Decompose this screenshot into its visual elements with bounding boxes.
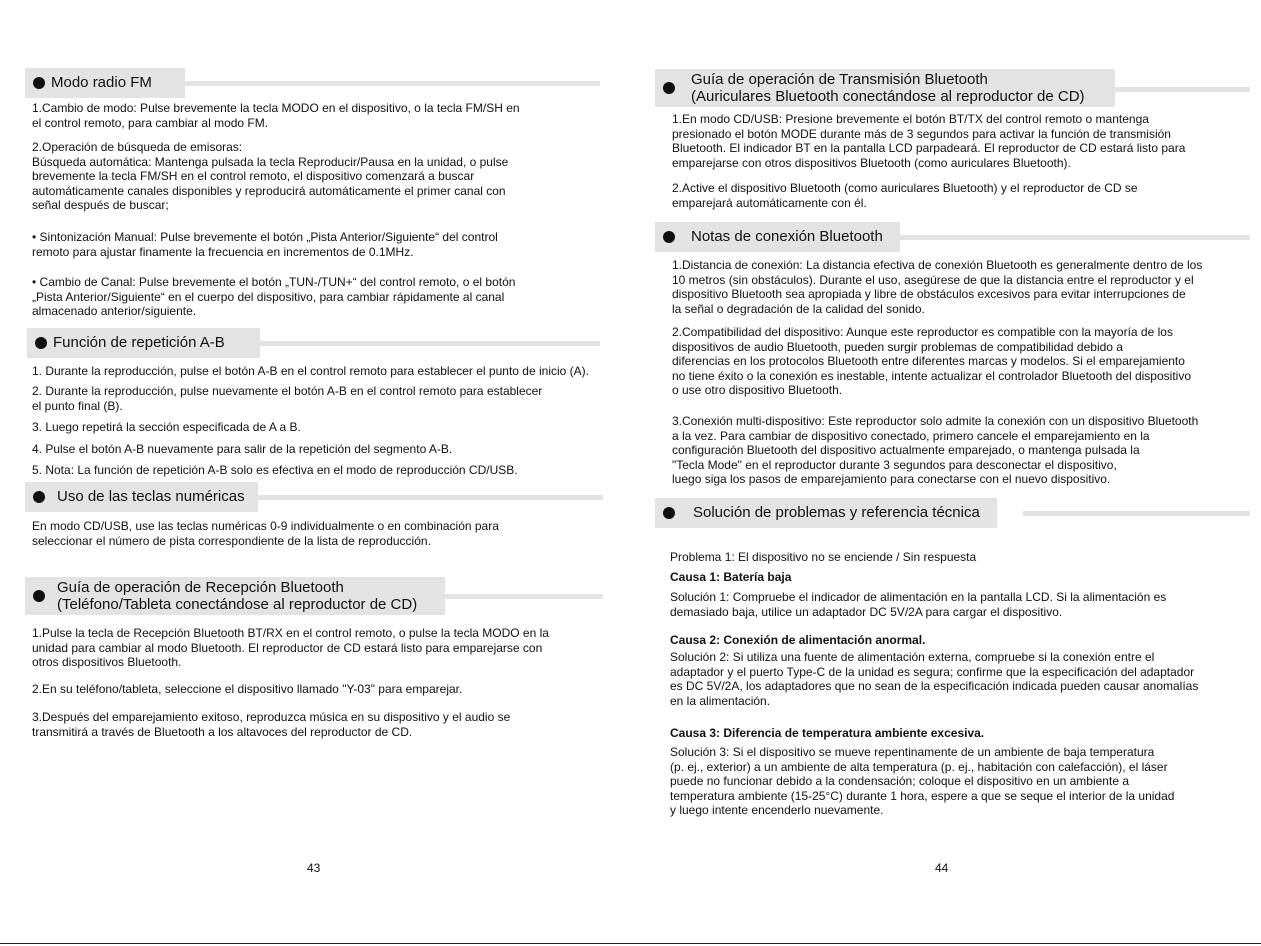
paragraph: 3.Después del emparejamiento exitoso, reproduzca música en su dispositivo y el audio se transmitirá a través de Bluetooth a los altavoces del reproductor de CD.: [32, 710, 511, 739]
heading-text: Solución de problemas y referencia técnica: [693, 504, 980, 521]
paragraph: 2.Active el dispositivo Bluetooth (como auriculares Bluetooth) y el reproductor de CD se emparejará automáticamente con él.: [672, 181, 1138, 210]
right-page: [630, 0, 1261, 946]
bottom-rule: [0, 943, 1261, 944]
list-item: 3. Luego repetirá la sección especificada de A a B.: [32, 420, 301, 434]
list-item: 2. Durante la reproducción, pulse nuevamente el botón A-B en el control remoto para establecer el punto final (B).: [32, 384, 543, 413]
paragraph: 1.Cambio de modo: Pulse brevemente la tecla MODO en el dispositivo, o la tecla FM/SH en el control remoto, para cambiar al modo FM.: [32, 101, 520, 130]
paragraph: 1.Distancia de conexión: La distancia efectiva de conexión Bluetooth es generalmente dentro de los 10 metros (sin obstáculos). Durante el uso, asegúrese de que la distancia entre el reproductor y el dispositivo Bluetooth sea apropiada y libre de obstáculos excesivos para evitar interrupciones de la señal o degradación de la calidad del sonido.: [672, 258, 1203, 316]
bullet-icon: [663, 82, 675, 94]
heading-line2: (Teléfono/Tableta conectándose al reproductor de CD): [57, 596, 418, 613]
paragraph: 3.Conexión multi-dispositivo: Este reproductor solo admite la conexión con un dispositivo Bluetooth a la vez. Para cambiar de dispositivo conectado, primero cancele el emparejamiento en la configuración Bluetooth del dispositivo actualmente emparejado, o mantenga pulsada la "Tecla Mode" en el reproductor durante 3 segundos para desconectar el dispositivo, luego siga los pasos de emparejamiento para conectarse con el nuevo dispositivo.: [672, 414, 1199, 486]
list-item: 4. Pulse el botón A-B nuevamente para salir de la repetición del segmento A-B.: [32, 442, 453, 456]
section-heading-fm: [25, 68, 605, 98]
solution-text: Solución 1: Compruebe el indicador de alimentación en la pantalla LCD. Si la alimentación es demasiado baja, utilice un adaptador DC 5V/2A para cargar el dispositivo.: [670, 590, 1167, 619]
heading-rule: [445, 594, 603, 599]
paragraph: 2.En su teléfono/tableta, seleccione el dispositivo llamado "Y-03" para emparejar.: [32, 682, 463, 696]
paragraph: 1.En modo CD/USB: Presione brevemente el botón BT/TX del control remoto o mantenga presionado el botón MODE durante más de 3 segundos para activar la función de transmisión Bluetooth. El indicador BT en la pantalla LCD parpadeará. El reproductor de CD estará listo para emparejarse con otros dispositivos Bluetooth (como auriculares Bluetooth).: [672, 112, 1186, 170]
heading-rule: [258, 495, 603, 500]
heading-line2: (Auriculares Bluetooth conectándose al reproductor de CD): [691, 88, 1085, 105]
heading-text: Modo radio FM: [51, 74, 152, 91]
bullet-icon: [35, 337, 47, 349]
heading-rule: [1115, 87, 1250, 92]
heading-line1: Guía de operación de Transmisión Bluetooth: [691, 71, 988, 88]
heading-rule: [900, 235, 1250, 240]
paragraph: • Cambio de Canal: Pulse brevemente el botón „TUN-/TUN+“ del control remoto, o el botón „Pista Anterior/Siguiente“ en el cuerpo del dispositivo, para cambiar rápidamente al canal almacenado anterior/siguiente.: [32, 275, 516, 318]
bullet-icon: [663, 507, 675, 519]
page-number: 43: [307, 861, 321, 875]
solution-text: Solución 2: Si utiliza una fuente de alimentación externa, compruebe si la conexión entre el adaptador y el puerto Type-C de la unidad es segura; confirme que la especificación del adaptador es DC 5V/2A, los adaptadores que no sean de la especificación indicada pueden causar anomalías en la alimentación.: [670, 650, 1199, 708]
heading-rule: [185, 81, 600, 86]
bullet-icon: [33, 590, 45, 602]
section-heading-troubleshoot: [655, 498, 1255, 528]
page-number: 44: [935, 861, 949, 875]
paragraph: En modo CD/USB, use las teclas numéricas 0-9 individualmente o en combinación para seleccionar el número de pista correspondiente de la lista de reproducción.: [32, 519, 499, 548]
cause-title: Causa 3: Diferencia de temperatura ambiente excesiva.: [670, 726, 985, 740]
cause-title: Causa 2: Conexión de alimentación anormal.: [670, 633, 926, 647]
heading-text: Función de repetición A-B: [53, 334, 225, 351]
problem-title: Problema 1: El dispositivo no se enciende / Sin respuesta: [670, 550, 977, 564]
section-heading-bt-tx: [655, 69, 1255, 109]
section-heading-numeric: [25, 482, 605, 512]
bullet-icon: [33, 491, 45, 503]
bullet-icon: [33, 77, 45, 89]
bullet-icon: [663, 231, 675, 243]
heading-rule: [260, 341, 600, 346]
paragraph: 1.Pulse la tecla de Recepción Bluetooth BT/RX en el control remoto, o pulse la tecla MODO en la unidad para cambiar al modo Bluetooth. El reproductor de CD estará listo para emparejarse con otros dispositivos Bluetooth.: [32, 626, 549, 669]
heading-text: Notas de conexión Bluetooth: [691, 228, 883, 245]
heading-rule: [1023, 511, 1250, 516]
cause-title: Causa 1: Batería baja: [670, 570, 792, 584]
paragraph: • Sintonización Manual: Pulse brevemente el botón „Pista Anterior/Siguiente“ del control remoto para ajustar finamente la frecuencia en incrementos de 0.1MHz.: [32, 230, 498, 259]
paragraph: 2.Operación de búsqueda de emisoras: Búsqueda automática: Mantenga pulsada la tecla Reproducir/Pausa en la unidad, o pulse brevemente la tecla FM/SH en el control remoto, el dispositivo comenzará a buscar automáticamente canales disponibles y reproducirá automáticamente el primer canal con señal después de buscar;: [32, 140, 509, 212]
list-item: 1. Durante la reproducción, pulse el botón A-B en el control remoto para establecer el punto de inicio (A).: [32, 364, 589, 378]
section-heading-notes: [655, 222, 1255, 252]
section-heading-ab: [27, 328, 607, 358]
left-page: [0, 0, 620, 946]
section-heading-bt-rx: [25, 577, 605, 617]
list-item: 5. Nota: La función de repetición A-B solo es efectiva en el modo de reproducción CD/USB.: [32, 463, 518, 477]
heading-text: Uso de las teclas numéricas: [57, 488, 245, 505]
solution-text: Solución 3: Si el dispositivo se mueve repentinamente de un ambiente de baja temperatura (p. ej., exterior) a un ambiente de alta temperatura (p. ej., habitación con calefacción), el láser puede no funcionar debido a la condensación; coloque el dispositivo en un ambiente a temperatura ambiente (15-25°C) durante 1 hora, espere a que se seque el interior de la unidad y luego intente encenderlo nuevamente.: [670, 745, 1175, 817]
paragraph: 2.Compatibilidad del dispositivo: Aunque este reproductor es compatible con la mayoría de los dispositivos de audio Bluetooth, pueden surgir problemas de compatibilidad debido a diferencias en los protocolos Bluetooth entre diferentes marcas y modelos. Si el emparejamiento no tiene éxito o la conexión es inestable, intente actualizar el controlador Bluetooth del dispositivo o use otro dispositivo Bluetooth.: [672, 325, 1191, 397]
heading-line1: Guía de operación de Recepción Bluetooth: [57, 579, 344, 596]
